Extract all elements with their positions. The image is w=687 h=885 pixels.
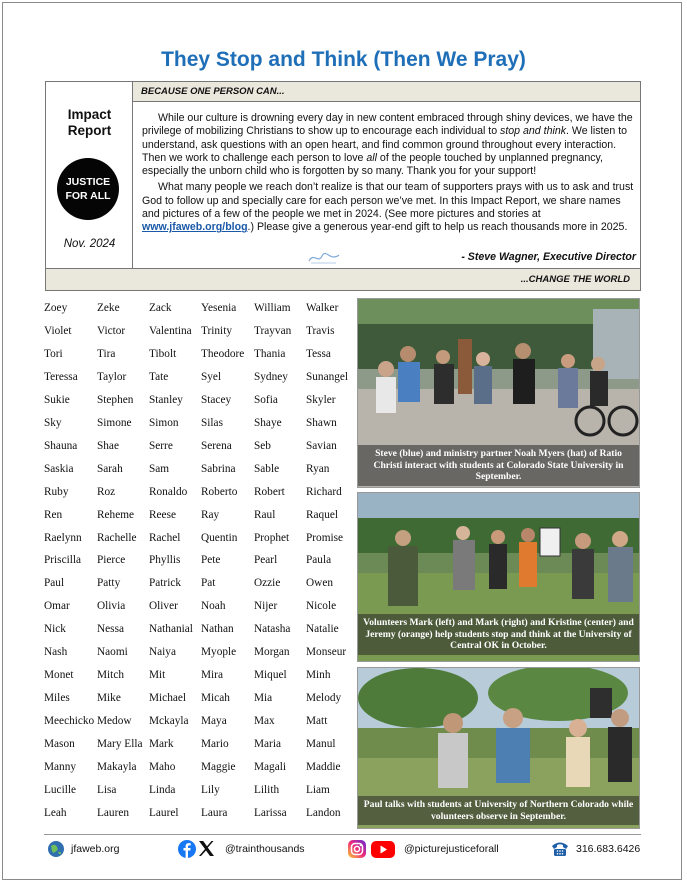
blog-link[interactable]: www.jfaweb.org/blog — [142, 221, 248, 234]
name-entry: Nick — [44, 623, 66, 636]
name-entry: Trayvan — [254, 324, 292, 337]
impact-sidebar — [46, 82, 133, 268]
x-twitter-icon[interactable] — [198, 840, 215, 857]
name-entry: Stanley — [149, 393, 183, 406]
globe-icon — [47, 840, 65, 858]
name-entry: Priscilla — [44, 554, 82, 567]
name-entry: Max — [254, 715, 275, 728]
name-entry: Mckayla — [149, 715, 189, 728]
name-entry: Mark — [149, 738, 174, 751]
name-entry: Reheme — [97, 508, 135, 521]
name-entry: Thania — [254, 347, 286, 360]
name-entry: Maggie — [201, 761, 236, 773]
name-entry: Paul — [44, 577, 65, 590]
name-entry: Paula — [306, 554, 332, 567]
name-entry: Richard — [306, 485, 342, 498]
name-entry: Sarah — [97, 462, 123, 475]
report-date: Nov. 2024 — [63, 238, 116, 250]
name-entry: Liam — [306, 783, 330, 796]
name-entry: Nicole — [306, 600, 337, 613]
name-entry: Savian — [306, 439, 337, 452]
name-entry: Walker — [306, 302, 339, 314]
signature-row — [306, 250, 636, 266]
name-entry: Pete — [201, 554, 221, 567]
impact-report-label — [46, 107, 133, 139]
signature-text: - Steve Wagner, Executive Director — [461, 251, 636, 263]
photo-3-caption: Paul talks with students at University of Northern Colorado while volunteers observe in September. — [358, 796, 639, 825]
name-entry: Serena — [201, 439, 232, 452]
name-entry: Lucille — [44, 783, 76, 796]
name-entry: Simone — [97, 416, 132, 429]
name-entry: Nathan — [201, 623, 234, 636]
name-entry: Ozzie — [254, 577, 281, 590]
name-entry: Sunangel — [306, 370, 349, 383]
photo-northern-colorado — [357, 667, 640, 829]
top-band-text: BECAUSE ONE PERSON CAN... — [141, 86, 285, 97]
signature-scribble-icon — [306, 250, 342, 266]
name-entry: Oliver — [149, 600, 178, 613]
name-entry: Mary Ella — [97, 738, 143, 751]
name-entry: Ryan — [306, 462, 330, 475]
name-entry: Maddie — [306, 761, 341, 773]
name-entry: Lauren — [97, 806, 129, 819]
name-entry: Shae — [97, 439, 119, 452]
name-entry: Mit — [149, 669, 166, 682]
name-entry: Myople — [201, 646, 237, 659]
name-entry: Teressa — [44, 370, 78, 383]
name-entry: Reese — [149, 508, 176, 521]
name-entry: Tate — [149, 370, 169, 383]
name-entry: Maho — [149, 761, 176, 773]
name-entry: Lily — [201, 783, 220, 796]
name-entry: Monet — [44, 669, 74, 682]
name-entry: Skyler — [306, 393, 336, 406]
name-entry: Ronaldo — [149, 485, 188, 498]
name-entry: Nijer — [254, 600, 278, 613]
photo-colorado-state — [357, 298, 640, 488]
name-entry: Robert — [254, 485, 285, 498]
impact-label-line2: Report — [67, 123, 112, 138]
name-entry: Zoey — [44, 302, 68, 314]
name-entry: Pat — [201, 577, 216, 590]
name-entry: Sydney — [254, 370, 288, 383]
name-entry: Stacey — [201, 393, 232, 406]
name-entry: Mike — [97, 692, 121, 705]
name-entry: Sukie — [44, 393, 70, 406]
name-entry: Monseur — [306, 646, 347, 659]
name-entry: Miquel — [254, 669, 287, 682]
name-entry: Sky — [44, 416, 62, 429]
instagram-icon[interactable] — [348, 840, 366, 858]
letter-paragraph-2: What many people we reach don’t realize is that our team of supporters prays with us to ask and trust God to follow up and specially care for each person we’ve met. In this Impact Report, we share names and pictures of a few of the people we met in 2024. (See more pictures and stories at www.jfaweb.org/blog.) Please give a generous year-end gift to help us reach thousands more in 2025. — [142, 181, 634, 234]
name-entry: Pearl — [254, 554, 278, 567]
name-entry: Tessa — [306, 347, 331, 360]
bottom-band-text: ...CHANGE THE WORLD — [520, 274, 630, 285]
name-entry: Lisa — [97, 783, 117, 796]
name-entry: Meechicko — [44, 715, 95, 728]
name-entry: Sam — [149, 462, 170, 475]
name-entry: Patty — [97, 577, 121, 590]
name-entry: Violet — [44, 324, 72, 337]
name-entry: Shawn — [306, 416, 337, 429]
footer-handle-trainthousands[interactable]: @trainthousands — [225, 843, 305, 855]
name-entry: Laura — [201, 806, 228, 819]
name-entry: Tori — [44, 347, 63, 360]
phone-icon — [550, 840, 570, 857]
name-entry: Landon — [306, 806, 341, 819]
name-entry: Natasha — [254, 623, 291, 636]
logo-line2: FOR ALL — [65, 190, 111, 202]
name-entry: Maria — [254, 738, 281, 751]
name-entry: Noah — [201, 600, 226, 613]
name-entry: Melody — [306, 692, 342, 705]
name-entry: Sabrina — [201, 462, 236, 475]
footer-phone[interactable]: 316.683.6426 — [576, 843, 641, 855]
name-entry: Laurel — [149, 806, 179, 819]
name-entry: Pierce — [97, 554, 126, 567]
name-entry: Nathanial — [149, 623, 193, 636]
name-entry: Roz — [97, 485, 116, 498]
name-entry: Patrick — [149, 577, 181, 590]
name-entry: Trinity — [201, 324, 232, 337]
name-entry: Saskia — [44, 462, 74, 475]
name-entry: Tibolt — [149, 347, 177, 360]
name-entry: Mario — [201, 738, 229, 751]
letter-body — [142, 112, 634, 238]
name-entry: Mia — [254, 692, 273, 705]
name-entry: Ren — [44, 508, 63, 521]
name-entry: Simon — [149, 416, 179, 429]
name-entry: Zack — [149, 302, 172, 314]
name-entry: Raelynn — [44, 531, 82, 544]
name-entry: Quentin — [201, 531, 238, 544]
name-entry: Nash — [44, 646, 68, 659]
name-entry: Sable — [254, 462, 280, 475]
logo-line1: JUSTICE — [65, 176, 111, 188]
name-entry: Theodore — [201, 347, 245, 360]
name-entry: Natalie — [306, 623, 339, 636]
name-entry: Travis — [306, 324, 335, 337]
name-entry: Morgan — [254, 646, 290, 659]
name-entry: Phyllis — [149, 554, 181, 567]
name-entry: Yesenia — [201, 302, 237, 314]
name-entry: Maya — [201, 715, 227, 728]
name-entry: Leah — [44, 806, 67, 819]
photo-2-caption: Volunteers Mark (left) and Mark (right) and Kristine (center) and Jeremy (orange) help students stop and think at the University of Central OK in October. — [358, 614, 639, 655]
name-entry: Makayla — [97, 761, 137, 773]
impact-label-line1: Impact — [67, 107, 112, 122]
name-entry: Lilith — [254, 783, 280, 796]
name-entry: Olivia — [97, 600, 126, 613]
name-entry: Omar — [44, 600, 70, 613]
name-entry: Ruby — [44, 485, 69, 498]
name-entry: Seb — [254, 439, 271, 452]
name-entry: Manny — [44, 761, 77, 773]
name-entry: Michael — [149, 692, 187, 705]
name-entry: Valentina — [149, 324, 192, 337]
name-entry: Naomi — [97, 646, 128, 659]
footer-website[interactable]: jfaweb.org — [71, 843, 120, 855]
name-entry: Matt — [306, 715, 328, 728]
name-entry: Roberto — [201, 485, 238, 498]
name-entry: Mira — [201, 669, 223, 682]
bottom-band — [46, 268, 640, 290]
name-entry: Magali — [254, 761, 286, 773]
name-entry: Nessa — [97, 623, 124, 636]
top-band — [133, 82, 640, 102]
name-entry: Sofia — [254, 393, 278, 406]
name-entry: Syel — [201, 370, 222, 383]
letter-paragraph-1: While our culture is drowning every day in new content embraced through shiny devices, we have the privilege of mobilizing Christians to show up to encourage each individual to stop and think. We listen to understand, ask questions with an open heart, and find common ground throughout every interaction. Then we work to challenge each person to love all of the people touched by unplanned pregnancy, especially the unborn child who is forgotten by so many. Thank you for your support! — [142, 112, 633, 178]
name-entry: Linda — [149, 783, 176, 796]
page-title: They Stop and Think (Then We Pray) — [161, 48, 526, 71]
name-entry: Medow — [97, 715, 132, 728]
name-entry: Naiya — [149, 646, 176, 659]
name-entry: Raquel — [306, 508, 338, 521]
name-entry: William — [254, 302, 291, 314]
name-entry: Larissa — [254, 806, 287, 819]
name-entry: Taylor — [97, 370, 127, 383]
letter-box — [45, 81, 641, 291]
photo-central-ok — [357, 492, 640, 662]
name-entry: Ray — [201, 508, 220, 521]
name-entry: Miles — [44, 692, 70, 705]
name-entry: Shauna — [44, 439, 78, 452]
justice-for-all-logo — [57, 158, 119, 220]
facebook-icon[interactable] — [178, 840, 196, 858]
name-entry: Owen — [306, 577, 333, 590]
name-entry: Rachel — [149, 531, 181, 544]
name-entry: Shaye — [254, 416, 282, 429]
name-entry: Promise — [306, 531, 344, 544]
footer-handle-picturejusticeforall[interactable]: @picturejusticeforall — [404, 843, 499, 855]
youtube-icon[interactable] — [371, 841, 395, 858]
footer-divider — [44, 834, 641, 835]
name-entry: Prophet — [254, 531, 290, 544]
name-entry: Victor — [97, 324, 126, 337]
name-entry: Serre — [149, 439, 173, 452]
name-entry: Mason — [44, 738, 75, 751]
name-entry: Manul — [306, 738, 336, 751]
name-entry: Raul — [254, 508, 276, 521]
name-entry: Minh — [306, 669, 331, 682]
photo-1-caption: Steve (blue) and ministry partner Noah Myers (hat) of Ratio Christi interact with students at Colorado State University in September. — [358, 445, 639, 486]
name-entry: Tira — [97, 347, 116, 360]
name-entry: Rachelle — [97, 531, 137, 544]
name-entry: Micah — [201, 692, 230, 705]
name-entry: Stephen — [97, 393, 134, 406]
name-entry: Zeke — [97, 302, 120, 314]
name-entry: Mitch — [97, 669, 124, 682]
name-entry: Silas — [201, 416, 223, 429]
